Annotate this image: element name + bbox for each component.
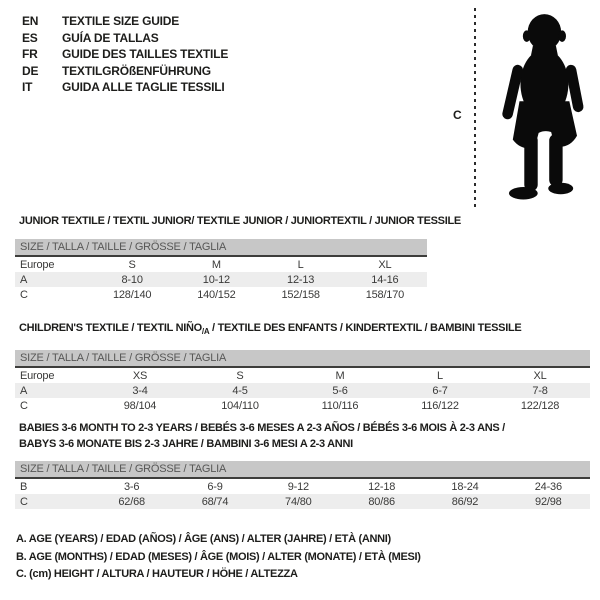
size-cell: S [236, 369, 244, 382]
row-label: Europe [20, 258, 55, 271]
row-label: A [20, 273, 28, 286]
size-cell: XL [378, 258, 392, 271]
row-label: Europe [20, 369, 55, 382]
height-cell: 152/158 [281, 288, 320, 301]
junior-size-grid [15, 257, 427, 302]
title-subscript: /A [201, 327, 210, 337]
age-cell: 6-9 [207, 480, 223, 493]
lang-row-en [22, 13, 228, 30]
age-cell: 8-10 [121, 273, 143, 286]
height-cell: 80/86 [368, 495, 395, 508]
lang-code: DE [22, 63, 39, 78]
height-cell: 68/74 [201, 495, 229, 508]
lang-code: ES [22, 30, 38, 45]
legend-notes [16, 531, 421, 584]
lang-title: TEXTILGRÖßENFÜHRUNG [62, 63, 211, 78]
table-row [15, 368, 590, 383]
lang-title: GUÍA DE TALLAS [62, 30, 159, 45]
note-age-years: A. AGE (YEARS) / EDAD (AÑOS) / ÂGE (ANS) / ALTER (JAHRE) / ETÀ (ANNI) [16, 533, 391, 545]
language-header [22, 13, 228, 96]
size-cell: XL [533, 369, 547, 382]
note-height: C. (cm) HEIGHT / ALTURA / HAUTEUR / HÖHE / ALTEZZA [16, 568, 298, 580]
childrens-size-header: SIZE / TALLA / TAILLE / GRÖSSE / TAGLIA [15, 350, 590, 368]
age-cell: 24-36 [534, 480, 562, 493]
size-cell: M [335, 369, 345, 382]
height-cell: 62/68 [118, 495, 145, 508]
row-label: A [20, 384, 28, 397]
height-cell: 122/128 [520, 399, 560, 412]
title-part: / TEXTILE DES ENFANTS / KINDERTEXTIL / BAMBINI TESSILE [209, 322, 522, 334]
junior-textile-table [15, 214, 461, 302]
lang-row-de [22, 63, 228, 80]
age-cell: 3-6 [124, 480, 140, 493]
babies-title-line1: BABIES 3-6 MONTH TO 2-3 YEARS / BEBÉS 3-6 MESES A 2-3 AÑOS / BÉBÉS 3-6 MOIS À 2-3 ANS / [19, 422, 505, 434]
height-measure-label: C [453, 108, 462, 122]
lang-row-es [22, 30, 228, 47]
height-cell: 104/110 [221, 399, 259, 412]
babies-size-header: SIZE / TALLA / TAILLE / GRÖSSE / TAGLIA [15, 461, 590, 479]
lang-title: GUIDA ALLE TAGLIE TESSILI [62, 80, 225, 95]
height-cell: 74/80 [285, 495, 312, 508]
height-cell: 110/116 [321, 399, 359, 412]
age-cell: 5-6 [332, 384, 348, 397]
age-cell: 18-24 [451, 480, 479, 493]
age-cell: 10-12 [202, 273, 230, 286]
height-cell: 92/98 [535, 495, 562, 508]
table-row [15, 398, 590, 413]
age-cell: 12-13 [287, 273, 315, 286]
baby-silhouette-icon [485, 5, 600, 210]
size-cell: XS [132, 369, 148, 382]
lang-row-it [22, 79, 228, 96]
age-cell: 14-16 [371, 273, 399, 286]
row-label: B [20, 480, 28, 493]
age-cell: 7-8 [532, 384, 548, 397]
lang-code: IT [22, 80, 33, 95]
table-row [15, 257, 427, 272]
table-row [15, 383, 590, 398]
table-row [15, 287, 427, 302]
size-cell: L [297, 258, 304, 271]
childrens-table-title [15, 321, 590, 339]
age-cell: 12-18 [368, 480, 396, 493]
height-cell: 116/122 [421, 399, 459, 412]
size-cell: S [128, 258, 136, 271]
height-dotted-line [474, 8, 476, 208]
childrens-size-grid [15, 368, 590, 413]
table-row [15, 479, 590, 494]
height-cell: 140/152 [197, 288, 236, 301]
lang-title: TEXTILE SIZE GUIDE [62, 14, 180, 29]
row-label: C [20, 288, 28, 301]
height-cell: 128/140 [112, 288, 152, 301]
junior-size-header: SIZE / TALLA / TAILLE / GRÖSSE / TAGLIA [15, 239, 427, 257]
table-row [15, 272, 427, 287]
babies-table-title [15, 421, 590, 452]
lang-row-fr [22, 46, 228, 63]
lang-code: EN [22, 14, 39, 29]
babies-title-line2: BABYS 3-6 MONATE BIS 2-3 JAHRE / BAMBINI 3-6 MESI A 2-3 ANNI [19, 437, 353, 450]
babies-size-grid [15, 479, 590, 509]
note-age-months: B. AGE (MONTHS) / EDAD (MESES) / ÂGE (MOIS) / ALTER (MONATE) / ETÀ (MESI) [16, 550, 421, 563]
table-row [15, 494, 590, 509]
junior-table-title: JUNIOR TEXTILE / TEXTIL JUNIOR/ TEXTILE JUNIOR / JUNIORTEXTIL / JUNIOR TESSILE [19, 215, 461, 227]
lang-code: FR [22, 47, 38, 62]
age-cell: 4-5 [232, 384, 248, 397]
lang-title: GUIDE DES TAILLES TEXTILE [62, 47, 229, 62]
size-cell: L [437, 369, 443, 382]
age-cell: 6-7 [432, 384, 448, 397]
childrens-textile-table [15, 321, 590, 413]
babies-textile-table [15, 421, 590, 509]
row-label: C [20, 399, 28, 412]
size-cell: M [211, 258, 221, 271]
height-cell: 158/170 [365, 288, 405, 301]
age-cell: 3-4 [132, 384, 148, 397]
age-cell: 9-12 [287, 480, 309, 493]
height-figure [445, 5, 600, 213]
height-cell: 98/104 [123, 399, 157, 412]
row-label: C [20, 495, 28, 508]
height-cell: 86/92 [451, 495, 479, 508]
title-part: CHILDREN'S TEXTILE / TEXTIL NIÑO [19, 322, 202, 334]
